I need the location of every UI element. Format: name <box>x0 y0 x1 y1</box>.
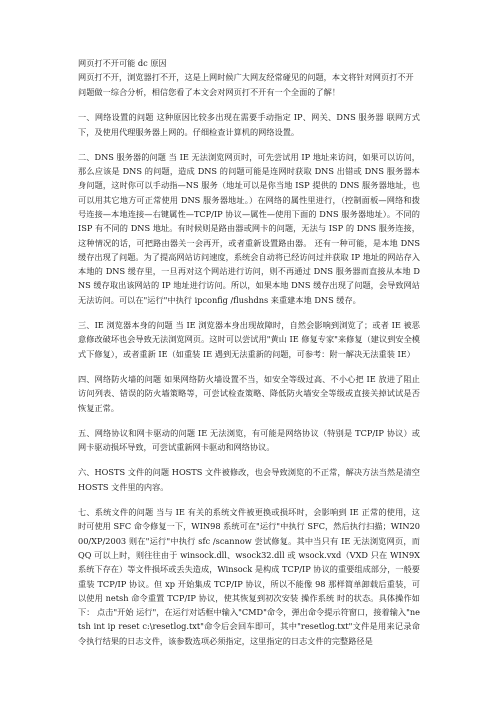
section-ie-browser: 三、IE 浏览器本身的问题 当 IE 浏览器本身出现故障时，自然会影响到浏览了；或者 IE 被恶意修改破坏也会导致无法浏览网页。这时可以尝试用"黄山 IE 修复专家"来修复（建议到安全模式下修复），或者重新 IE（如重装 IE 遇到无法重新的问题，可参考：附一解决无法重装 IE） <box>78 320 420 359</box>
section-dns-server: 二、DNS 服务器的问题 当 IE 无法浏览网页时，可先尝试用 IP 地址来访问，如果可以访问，那么应该是 DNS 的问题，造成 DNS 的问题可能是连网时获取 DNS 出错或 DNS 服务器本身问题，这时你可以手动指—NS 服务（地址可以是你当地 ISP 提供的 DNS 服务器地址，也可以用其它地方可正常使用 DNS 服务器地址。）在网络的属性里进行，（控制面板—网络和拨号连接—本地连接—右键属性—TCP/IP 协议—属性—使用下面的 DNS 服务器地址）。不同的 ISP 有不同的 DNS 地址。有时候则是路由器或网卡的问题，无法与 ISP 的 DNS 服务连接，这种情况的话，可把路由器关一会再开，或者重新设置路由器。 还有一种可能，是本地 DNS 缓存出现了问题。为了提高网站访问速度，系统会自动将已经访问过并获取 IP 地址的网站存入本地的 DNS 缓存里，一旦再对这个网站进行访问，则不再通过 DNS 服务器而直接从本地 DNS 缓存取出该网站的 IP 地址进行访问。所以，如果本地 DNS 缓存出现了问题，会导致网站无法访问。可以在"运行"中执行 ipconfig /flushdns 来重建本地 DNS 缓存。 <box>78 151 420 305</box>
section-system-files: 七、系统文件的问题 当与 IE 有关的系统文件被更换或损坏时，会影响到 IE 正常的使用，这时可使用 SFC 命令修复一下，WIN98 系统可在"运行"中执行 SFC，然后执行扫描；WIN2000/XP/2003 则在"运行"中执行 sfc /scannow 尝试修复。其中当只有 IE 无法浏览网页，而 QQ 可以上时，则往往由于 winsock.dll、wsock32.dll 或 wsock.vxd（VXD 只在 WIN9X 系统下存在）等文件损坏或丢失造成，Winsock 是构成 TCP/IP 协议的重要组成部分，一般要重装 TCP/IP 协议。但 xp 开始集成 TCP/IP 协议，所以不能像 98 那样简单卸载后重装，可以使用 netsh 命令重置 TCP/IP 协议，使其恢复到初次安装 操作系统 时的状态。具体操作如下： 点击"开始 运行"，在运行对话框中输入"CMD"命令，弹出命令提示符窗口，接着输入"netsh int ip reset c:\resetlog.txt"命令后会回车即可，其中"resetlog.txt"文件是用来记录命令执行结果的日志文件，该参数选项必须指定，这里指定的日志文件的完整路径是 <box>78 507 420 646</box>
section-network-settings: 一、网络设置的问题 这种原因比较多出现在需要手动指定 IP、网关、DNS 服务器 联网方式下，及使用代理服务器上网的。仔细检查计算机的网络设置。 <box>78 112 420 137</box>
section-firewall: 四、网络防火墙的问题 如果网络防火墙设置不当，如安全等级过高、不小心把 IE 放进了阻止访问列表、错误的防火墙策略等，可尝试检查策略、降低防火墙安全等级或直接关掉试试是否恢复正常。 <box>78 373 420 413</box>
document-intro: 网页打不开，浏览器打不开，这是上网时候广大网友经常碰见的问题，本文将针对网页打不开问题做一综合分析，相信您看了本文会对网页打不开有一个全面的了解！ <box>78 72 414 97</box>
section-hosts-file: 六、HOSTS 文件的问题 HOSTS 文件被修改，也会导致浏览的不正常，解决方法当然是清空 HOSTS 文件里的内容。 <box>78 467 420 492</box>
document-title: 网页打不开可能 dc 原因 <box>78 58 167 68</box>
document-header <box>78 56 420 99</box>
section-protocol-driver: 五、网络协议和网卡驱动的问题 IE 无法浏览，有可能是网络协议（特别是 TCP/IP 协议）或网卡驱动损坏导致，可尝试重新网卡驱动和网络协议。 <box>78 427 420 453</box>
document-page <box>78 56 420 659</box>
